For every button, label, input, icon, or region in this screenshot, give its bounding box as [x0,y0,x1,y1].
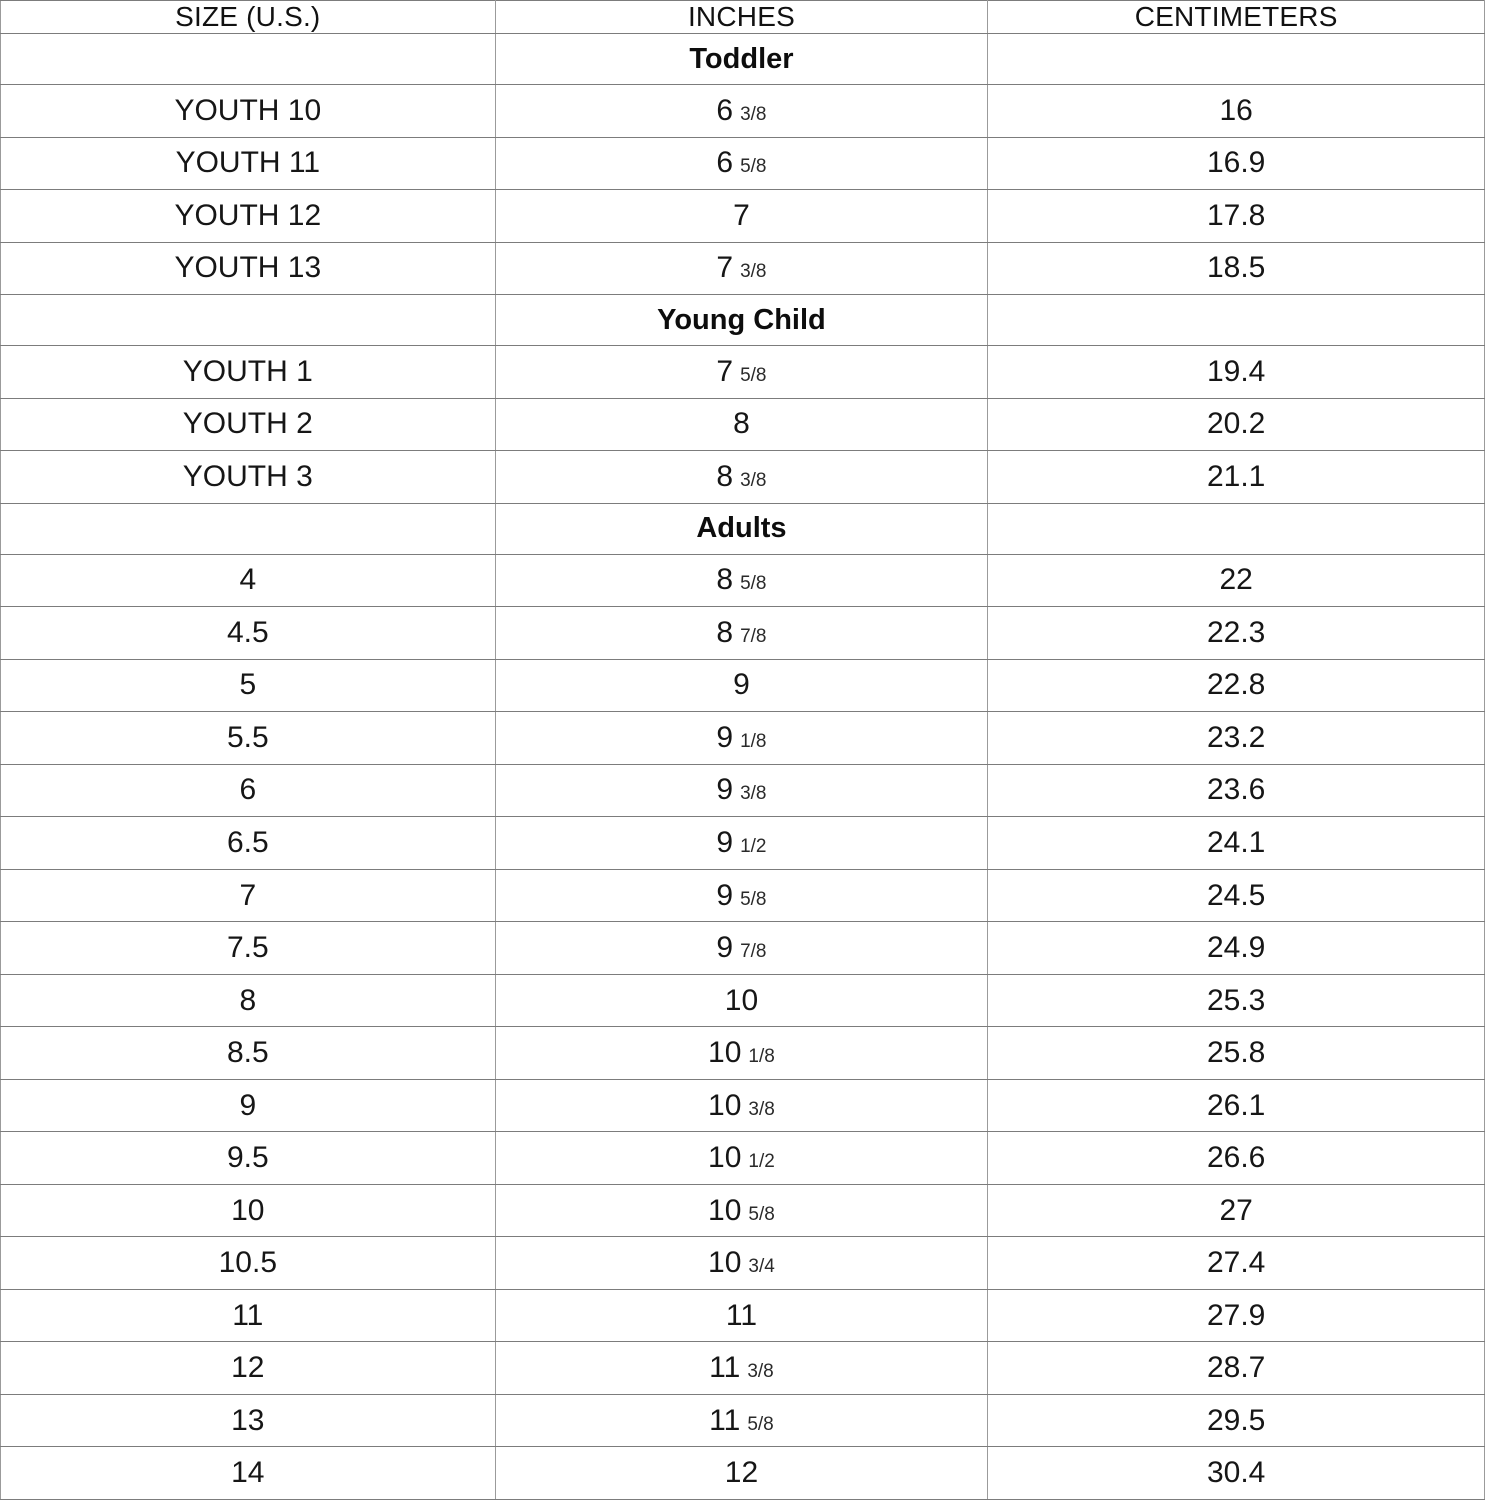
inches-whole-number: 8 [716,563,734,597]
size-us-cell: 10.5 [1,1237,496,1290]
inches-whole-number: 11 [725,1298,758,1332]
section-header-row [1,34,1485,85]
size-us-cell: 6.5 [1,817,496,870]
inches-whole-number: 6 [716,93,734,127]
centimeters-cell: 24.1 [988,817,1485,870]
size-us-cell: 7.5 [1,922,496,975]
table-row [1,242,1485,295]
inches-whole-number: 7 [716,251,734,285]
centimeters-cell: 30.4 [988,1447,1485,1500]
size-us-cell: 5.5 [1,712,496,765]
centimeters-cell: 21.1 [988,451,1485,504]
size-us-cell: YOUTH 3 [1,451,496,504]
inches-cell [495,1184,988,1237]
table-row [1,451,1485,504]
centimeters-cell: 24.5 [988,869,1485,922]
empty-cell [988,34,1485,85]
inches-fraction: 1/8 [740,730,767,752]
table-row [1,764,1485,817]
size-us-cell: YOUTH 13 [1,242,496,295]
inches-whole-number: 8 [733,407,750,441]
inches-fraction: 3/8 [740,783,767,805]
table-row [1,1394,1485,1447]
inches-cell [495,1394,988,1447]
table-row [1,1289,1485,1342]
inches-fraction: 1/2 [748,1151,775,1173]
size-us-cell: YOUTH 11 [1,137,496,190]
size-us-cell: 10 [1,1184,496,1237]
section-header-row [1,503,1485,554]
centimeters-cell: 22.8 [988,659,1485,712]
centimeters-cell: 23.6 [988,764,1485,817]
centimeters-cell: 17.8 [988,190,1485,243]
centimeters-cell: 26.6 [988,1132,1485,1185]
inches-cell [495,1027,988,1080]
inches-cell [495,554,988,607]
size-us-cell: 14 [1,1447,496,1500]
size-us-cell: YOUTH 10 [1,85,496,138]
centimeters-cell: 20.2 [988,398,1485,451]
table-row [1,712,1485,765]
inches-fraction: 3/8 [747,1361,774,1383]
inches-cell [495,1132,988,1185]
centimeters-cell: 16.9 [988,137,1485,190]
inches-cell [495,85,988,138]
inches-cell [495,190,988,243]
empty-cell [988,295,1485,346]
inches-fraction: 7/8 [740,941,767,963]
table-row [1,1237,1485,1290]
table-row [1,85,1485,138]
section-label: Young Child [495,295,988,346]
inches-whole-number: 7 [733,198,750,232]
table-row [1,398,1485,451]
size-us-cell: 11 [1,1289,496,1342]
inches-fraction: 3/8 [748,1098,775,1120]
table-row [1,922,1485,975]
table-row [1,869,1485,922]
inches-whole-number: 10 [724,983,759,1017]
size-us-cell: 5 [1,659,496,712]
inches-whole-number: 8 [716,459,734,493]
inches-fraction: 5/8 [740,364,767,386]
centimeters-cell: 26.1 [988,1079,1485,1132]
empty-cell [988,503,1485,554]
inches-cell [495,1447,988,1500]
inches-cell [495,869,988,922]
table-row [1,974,1485,1027]
inches-fraction: 7/8 [740,625,767,647]
table-row [1,817,1485,870]
table-row [1,1027,1485,1080]
centimeters-cell: 25.3 [988,974,1485,1027]
inches-cell [495,242,988,295]
centimeters-cell: 18.5 [988,242,1485,295]
centimeters-cell: 29.5 [988,1394,1485,1447]
inches-fraction: 5/8 [747,1413,774,1435]
inches-cell [495,346,988,399]
centimeters-cell: 19.4 [988,346,1485,399]
inches-whole-number: 10 [708,1141,742,1175]
centimeters-cell: 23.2 [988,712,1485,765]
centimeters-cell: 25.8 [988,1027,1485,1080]
inches-cell [495,607,988,660]
table-row [1,607,1485,660]
header-row [1,1,1485,34]
inches-fraction: 5/8 [748,1203,775,1225]
column-header-centimeters: CENTIMETERS [988,1,1485,34]
inches-cell [495,974,988,1027]
empty-cell [1,295,496,346]
inches-whole-number: 7 [716,354,734,388]
inches-cell [495,451,988,504]
inches-cell [495,659,988,712]
size-chart-body [1,34,1485,1500]
inches-fraction: 3/8 [740,469,767,491]
inches-fraction: 3/4 [748,1256,775,1278]
inches-cell [495,764,988,817]
inches-whole-number: 9 [716,720,734,754]
size-us-cell: 4.5 [1,607,496,660]
table-row [1,554,1485,607]
inches-whole-number: 6 [716,146,734,180]
inches-cell [495,1289,988,1342]
table-row [1,137,1485,190]
section-label: Toddler [495,34,988,85]
size-us-cell: 13 [1,1394,496,1447]
inches-fraction: 5/8 [740,888,767,910]
inches-cell [495,137,988,190]
inches-cell [495,1237,988,1290]
inches-whole-number: 9 [733,668,750,702]
table-row [1,1447,1485,1500]
inches-cell [495,1079,988,1132]
inches-whole-number: 10 [708,1088,742,1122]
inches-whole-number: 9 [716,825,734,859]
section-label: Adults [495,503,988,554]
centimeters-cell: 27.9 [988,1289,1485,1342]
empty-cell [1,34,496,85]
table-row [1,190,1485,243]
inches-cell [495,817,988,870]
inches-cell [495,1342,988,1395]
centimeters-cell: 22.3 [988,607,1485,660]
section-header-row [1,295,1485,346]
inches-cell [495,712,988,765]
inches-fraction: 1/2 [740,835,767,857]
inches-whole-number: 9 [716,773,734,807]
column-header-size-us: SIZE (U.S.) [1,1,496,34]
empty-cell [1,503,496,554]
inches-whole-number: 11 [709,1351,741,1385]
inches-whole-number: 10 [708,1036,742,1070]
centimeters-cell: 27.4 [988,1237,1485,1290]
size-us-cell: 6 [1,764,496,817]
inches-fraction: 5/8 [740,573,767,595]
inches-whole-number: 8 [716,615,734,649]
size-us-cell: 4 [1,554,496,607]
table-row [1,1184,1485,1237]
size-us-cell: 9.5 [1,1132,496,1185]
inches-cell [495,922,988,975]
size-us-cell: YOUTH 1 [1,346,496,399]
size-us-cell: 12 [1,1342,496,1395]
size-us-cell: 8 [1,974,496,1027]
size-us-cell: 7 [1,869,496,922]
table-row [1,1342,1485,1395]
size-us-cell: YOUTH 12 [1,190,496,243]
inches-fraction: 3/8 [740,261,767,283]
table-row [1,346,1485,399]
size-us-cell: YOUTH 2 [1,398,496,451]
inches-whole-number: 10 [708,1246,742,1280]
inches-fraction: 1/8 [748,1046,775,1068]
centimeters-cell: 24.9 [988,922,1485,975]
inches-cell [495,398,988,451]
inches-whole-number: 11 [709,1403,741,1437]
centimeters-cell: 16 [988,85,1485,138]
inches-fraction: 5/8 [740,156,767,178]
size-us-cell: 8.5 [1,1027,496,1080]
inches-whole-number: 12 [724,1456,759,1490]
size-us-cell: 9 [1,1079,496,1132]
inches-whole-number: 9 [716,931,734,965]
table-row [1,659,1485,712]
centimeters-cell: 27 [988,1184,1485,1237]
inches-whole-number: 9 [716,878,734,912]
table-row [1,1079,1485,1132]
inches-fraction: 3/8 [740,103,767,125]
centimeters-cell: 22 [988,554,1485,607]
column-header-inches: INCHES [495,1,988,34]
table-row [1,1132,1485,1185]
inches-whole-number: 10 [708,1193,742,1227]
centimeters-cell: 28.7 [988,1342,1485,1395]
